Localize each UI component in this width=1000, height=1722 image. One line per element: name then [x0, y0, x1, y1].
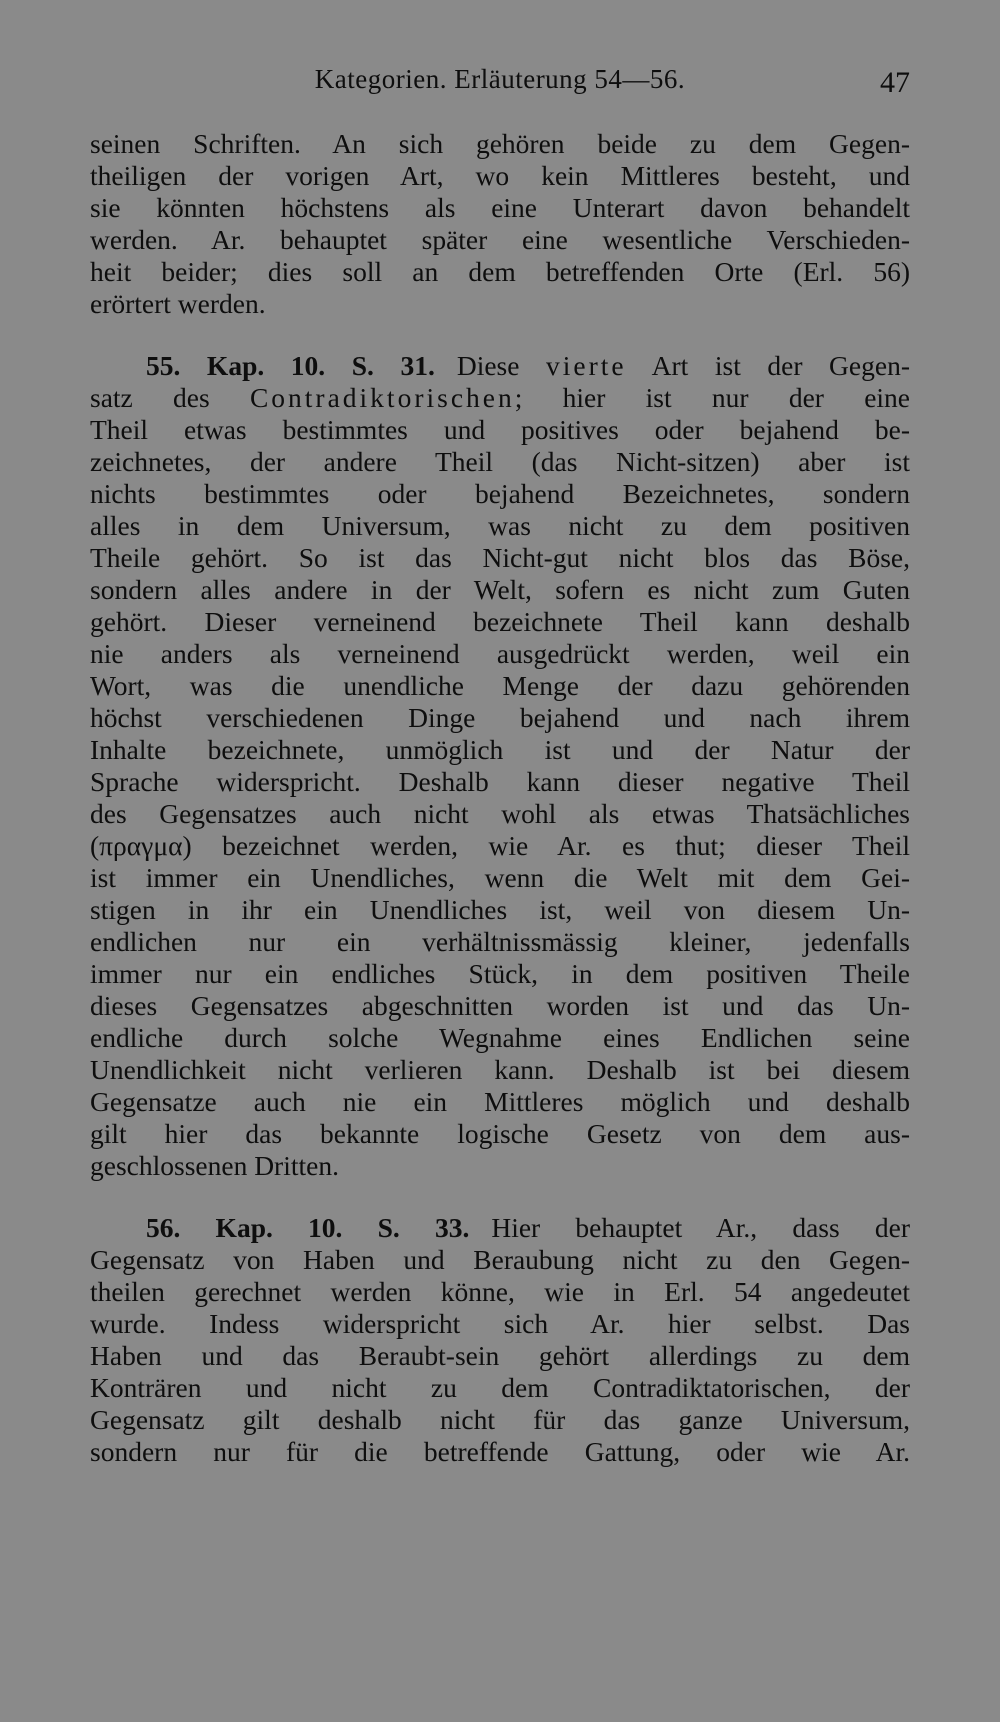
text-fragment: ; hier ist nur der eine: [514, 382, 910, 413]
emphasis-spaced: vierte: [546, 350, 627, 381]
body-text: [90, 128, 910, 1468]
text-line: dieses Gegensatzes abgeschnitten worden ist und das Un-: [90, 990, 910, 1021]
paragraph-gap: [90, 320, 910, 350]
text-line: Konträren und nicht zu dem Contradiktatorischen, der: [90, 1372, 910, 1403]
text-line: nichts bestimmtes oder bejahend Bezeichnetes, sondern: [90, 478, 910, 509]
text-line: höchst verschiedenen Dinge bejahend und nach ihrem: [90, 702, 910, 733]
text-line: Gegensatz von Haben und Beraubung nicht zu den Gegen-: [90, 1244, 910, 1275]
note-reference: 55. Kap. 10. S. 31.: [146, 350, 435, 381]
text-line: zeichnetes, der andere Theil (das Nicht-sitzen) aber ist: [90, 446, 910, 477]
text-line: Sprache widerspricht. Deshalb kann dieser negative Theil: [90, 766, 910, 797]
text-line: immer nur ein endliches Stück, in dem positiven Theile: [90, 958, 910, 989]
text-fragment: Hier behauptet Ar., dass der: [491, 1212, 910, 1243]
text-line: theilen gerechnet werden könne, wie in Erl. 54 angedeutet: [90, 1276, 910, 1307]
text-line: erörtert werden.: [90, 288, 266, 319]
paragraph-continuation: [90, 128, 910, 320]
text-line: Theile gehört. So ist das Nicht-gut nicht blos das Böse,: [90, 542, 910, 573]
text-line: theiligen der vorigen Art, wo kein Mittleres besteht, und: [90, 160, 910, 191]
text-line: endliche durch solche Wegnahme eines Endlichen seine: [90, 1022, 910, 1053]
text-line: alles in dem Universum, was nicht zu dem positiven: [90, 510, 910, 541]
text-line: des Gegensatzes auch nicht wohl als etwas Thatsächliches: [90, 798, 910, 829]
text-line: ist immer ein Unendliches, wenn die Welt mit dem Gei-: [90, 862, 910, 893]
text-line: [90, 350, 910, 382]
running-head: Kategorien. Erläuterung 54—56.: [314, 64, 686, 94]
text-line: geschlossenen Dritten.: [90, 1150, 339, 1181]
text-fragment: satz des: [90, 382, 250, 413]
text-line: sondern alles andere in der Welt, sofern es nicht zum Guten: [90, 574, 910, 605]
emphasis-spaced: Contradiktorischen: [249, 382, 515, 413]
text-line: Gegensatz gilt deshalb nicht für das ganze Universum,: [90, 1404, 910, 1435]
text-line: stigen in ihr ein Unendliches ist, weil von diesem Un-: [90, 894, 910, 925]
text-line: sondern nur für die betreffende Gattung, oder wie Ar.: [90, 1436, 910, 1467]
text-line: Haben und das Beraubt-sein gehört allerdings zu dem: [90, 1340, 910, 1371]
paragraph-note-55: [90, 350, 910, 1182]
text-line: [90, 382, 910, 414]
text-line: (πραγμα) bezeichnet werden, wie Ar. es thut; dieser Theil: [90, 830, 910, 861]
text-fragment: Art ist der Gegen-: [626, 350, 910, 381]
text-line: nie anders als verneinend ausgedrückt werden, weil ein: [90, 638, 910, 669]
text-line: seinen Schriften. An sich gehören beide zu dem Gegen-: [90, 128, 910, 159]
text-line: heit beider; dies soll an dem betreffenden Orte (Erl. 56): [90, 256, 910, 287]
text-line: Wort, was die unendliche Menge der dazu gehörenden: [90, 670, 910, 701]
text-line: [90, 1212, 910, 1244]
page-header: [90, 62, 910, 106]
note-reference: 56. Kap. 10. S. 33.: [146, 1212, 470, 1243]
text-line: Unendlichkeit nicht verlieren kann. Deshalb ist bei diesem: [90, 1054, 910, 1085]
text-line: Theil etwas bestimmtes und positives oder bejahend be-: [90, 414, 910, 445]
text-line: gehört. Dieser verneinend bezeichnete Theil kann deshalb: [90, 606, 910, 637]
text-line: endlichen nur ein verhältnissmässig kleiner, jedenfalls: [90, 926, 910, 957]
text-fragment: Diese: [456, 350, 546, 381]
text-line: Inhalte bezeichnete, unmöglich ist und der Natur der: [90, 734, 910, 765]
text-line: sie könnten höchstens als eine Unterart davon behandelt: [90, 192, 910, 223]
text-line: werden. Ar. behauptet später eine wesentliche Verschieden-: [90, 224, 910, 255]
text-line: gilt hier das bekannte logische Gesetz von dem aus-: [90, 1118, 910, 1149]
text-line: wurde. Indess widerspricht sich Ar. hier selbst. Das: [90, 1308, 910, 1339]
page-number: 47: [880, 66, 910, 99]
paragraph-gap: [90, 1182, 910, 1212]
text-line: Gegensatze auch nie ein Mittleres möglich und deshalb: [90, 1086, 910, 1117]
paragraph-note-56: [90, 1212, 910, 1468]
